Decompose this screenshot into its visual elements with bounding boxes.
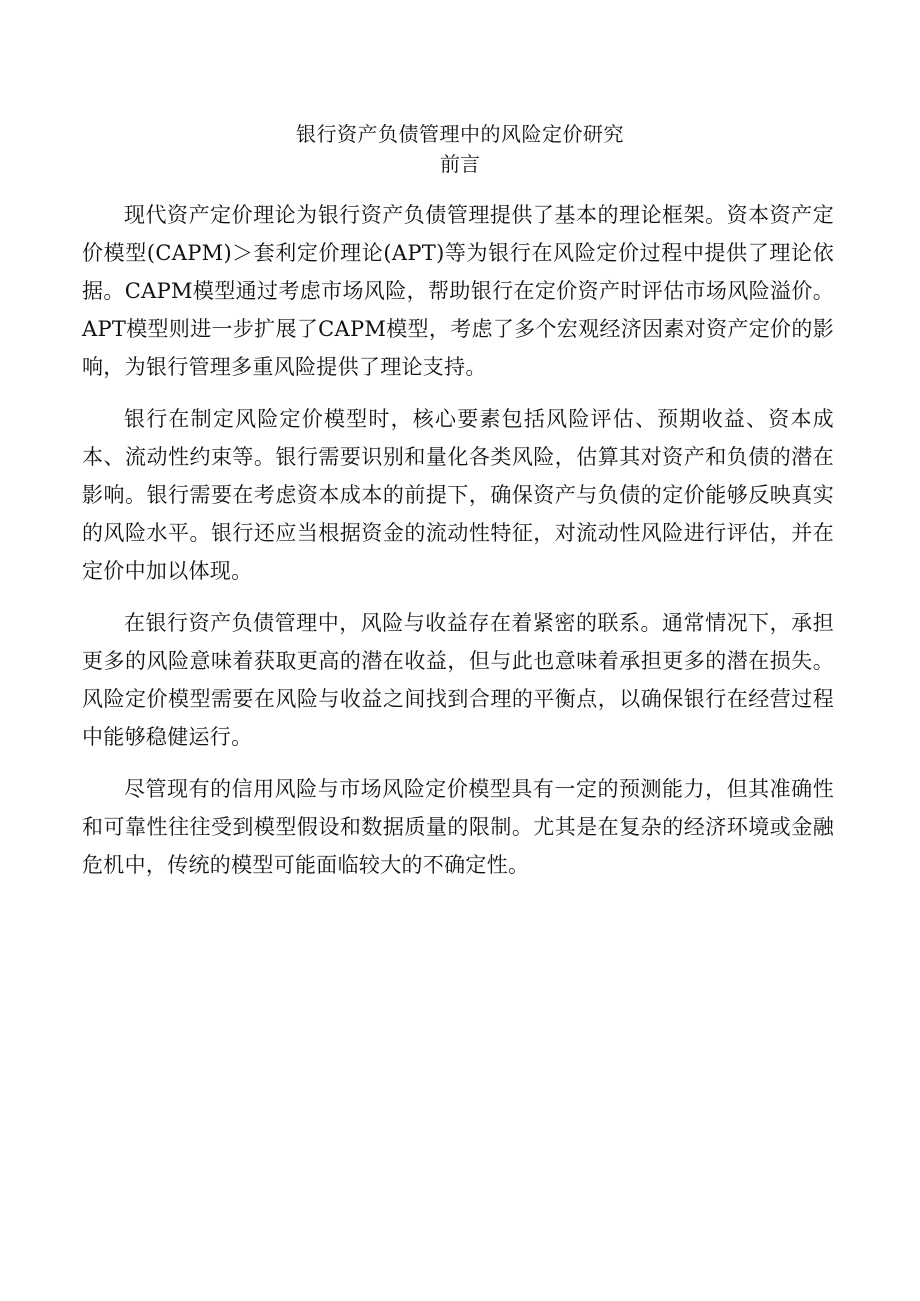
- section-heading: 前言: [440, 152, 480, 176]
- document-title: 银行资产负债管理中的风险定价研究: [296, 122, 624, 146]
- paragraph: 银行在制定风险定价模型时，核心要素包括风险评估、预期收益、资本成本、流动性约束等。银行需要识别和量化各类风险，估算其对资产和负债的潜在影响。银行需要在考虑资本成本的前提下，确保资产与负债的定价能够反映真实的风险水平。银行还应当根据资金的流动性特征，对流动性风险进行评估，并在定价中加以体现。: [82, 407, 834, 583]
- paragraph: 现代资产定价理论为银行资产负债管理提供了基本的理论框架。资本资产定价模型(CAPM)＞套利定价理论(APT)等为银行在风险定价过程中提供了理论依据。CAPM模型通过考虑市场风险，帮助银行在定价资产时评估市场风险溢价。APT模型则进一步扩展了CAPM模型，考虑了多个宏观经济因素对资产定价的影响，为银行管理多重风险提供了理论支持。: [82, 203, 834, 379]
- paragraph: 在银行资产负债管理中，风险与收益存在着紧密的联系。通常情况下，承担更多的风险意味着获取更高的潜在收益，但与此也意味着承担更多的潜在损失。风险定价模型需要在风险与收益之间找到合理的平衡点，以确保银行在经营过程中能够稳健运行。: [82, 611, 834, 749]
- paragraph: 尽管现有的信用风险与市场风险定价模型具有一定的预测能力，但其准确性和可靠性往往受到模型假设和数据质量的限制。尤其是在复杂的经济环境或金融危机中，传统的模型可能面临较大的不确定性。: [82, 777, 834, 877]
- document-body: [82, 196, 834, 898]
